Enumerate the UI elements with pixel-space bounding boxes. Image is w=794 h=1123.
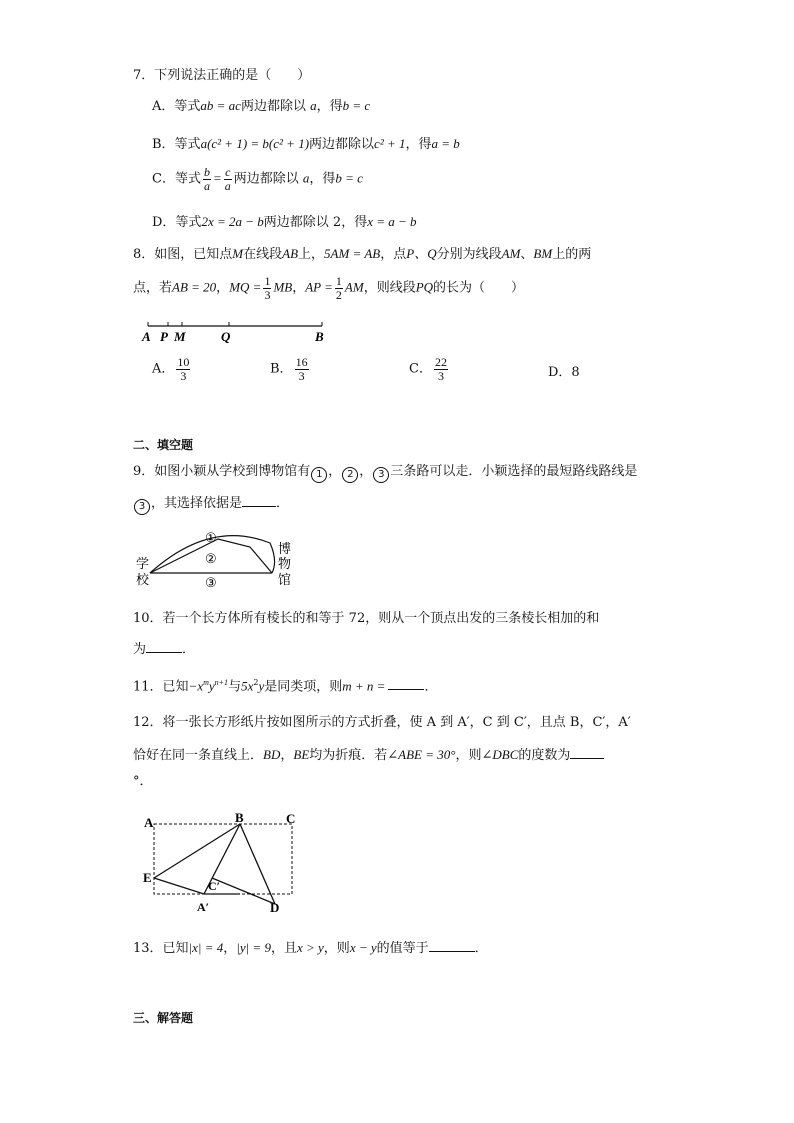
fraction: $\frac{b}{a}$ <box>203 165 210 193</box>
museum-label-1: 博 <box>278 541 292 556</box>
q8-option-b[interactable]: B． $\frac{16}{3}$ <box>270 355 308 383</box>
q12-stem-line2: 恰好在同一条直线上．BD，BE均为折痕．若∠ABE = 30°，则∠DBC的度数为 <box>133 748 604 762</box>
label-q: Q <box>221 329 231 344</box>
fig-label-a-prime: A′ <box>197 900 210 913</box>
fig-label-c: C <box>286 811 296 826</box>
fig-label-b: B <box>235 810 244 825</box>
answer-blank[interactable] <box>388 679 424 690</box>
q7-option-b[interactable]: B．等式a(c² + 1) = b(c² + 1)两边都除以c² + 1，得a = b <box>152 136 460 152</box>
q8-segment-figure <box>140 318 340 346</box>
q12-fold-figure <box>140 808 310 913</box>
answer-blank[interactable] <box>429 941 475 952</box>
label-b: B <box>315 329 324 344</box>
fig-label-d: D <box>270 900 280 913</box>
q7-option-a[interactable]: A．等式ab = ac两边都除以 a，得b = c <box>152 98 371 114</box>
answer-blank[interactable] <box>242 496 276 507</box>
q9-stem-line2: 3 ，其选择依据是 ． <box>133 496 289 515</box>
circled-number: 3 <box>134 499 150 515</box>
label-m: M <box>174 329 186 344</box>
q8-option-d[interactable]: D．8 <box>548 365 580 380</box>
q12-stem-line3: °． <box>133 774 153 789</box>
fraction: $\frac{c}{a}$ <box>224 165 231 193</box>
segment-e-a-prime <box>154 878 204 894</box>
route-3-label: ③ <box>205 575 217 589</box>
q7-option-c[interactable]: C．等式 $\frac{b}{a}$ = $\frac{c}{a}$ 两边都除以 a，得b = c <box>152 165 363 193</box>
fraction: $\frac{16}{3}$ <box>295 355 308 383</box>
q8-option-c[interactable]: C． $\frac{22}{3}$ <box>409 355 447 383</box>
q8-stem-line2: 点，若AB = 20，MQ = $\frac{1}{3}$ MB，AP = $\frac{1}{2}$ AM，则线段PQ的长为（ ） <box>133 274 525 302</box>
q9-stem-line1: 9．如图小颖从学校到博物馆有 1 ， 2 ， 3 三条路可以走．小颖选择的最短路线路线是 <box>133 465 637 483</box>
circled-number: 3 <box>373 467 389 483</box>
fig-label-a: A <box>144 815 154 830</box>
fraction: $\frac{1}{2}$ <box>335 274 342 302</box>
circled-number: 2 <box>342 467 358 483</box>
q11-stem: 11．已知$-x^my^{n+1}$与$5x^2y$是同类项，则m + n = ． <box>133 678 438 695</box>
q12-stem-line1: 12．将一张长方形纸片按如图所示的方式折叠，使 A 到 A′，C 到 C′，且点 B，C′，A′ <box>133 715 631 730</box>
q8-option-a[interactable]: A． $\frac{10}{3}$ <box>152 355 190 383</box>
section-fill-in-blank-heading: 二、填空题 <box>133 438 194 452</box>
route-1-label: ① <box>205 530 217 545</box>
q7-stem: 7．下列说法正确的是（ ） <box>133 68 311 83</box>
q13-stem: 13．已知|x| = 4，|y| = 9，且x > y，则x − y的值等于 ． <box>133 940 488 956</box>
answer-blank[interactable] <box>570 748 604 759</box>
q10-stem-line1: 10．若一个长方体所有棱长的和等于 72，则从一个顶点出发的三条棱长相加的和 <box>133 611 600 626</box>
school-label-2: 校 <box>136 572 150 587</box>
route-2-label: ② <box>205 551 217 566</box>
fig-label-e: E <box>143 870 152 885</box>
answer-blank[interactable] <box>146 642 182 653</box>
circled-number: 1 <box>311 467 327 483</box>
school-label-1: 学 <box>136 556 150 571</box>
section-solution-heading: 三、解答题 <box>133 1011 194 1025</box>
fold-be <box>154 824 240 878</box>
q10-stem-line2: 为 ． <box>133 642 196 657</box>
q8-stem-line1: 8．如图，已知点M在线段AB上，5AM = AB，点P、Q分别为线段AM、BM上的两 <box>133 246 592 262</box>
museum-label-3: 馆 <box>278 572 292 587</box>
label-a: A <box>142 329 151 344</box>
q9-route-figure <box>130 525 300 589</box>
fraction: $\frac{1}{3}$ <box>264 274 271 302</box>
museum-label-2: 物 <box>278 556 292 571</box>
fraction: $\frac{10}{3}$ <box>177 355 190 383</box>
fig-label-c-prime: C′ <box>208 879 221 893</box>
fraction: $\frac{22}{3}$ <box>434 355 447 383</box>
label-p: P <box>160 329 168 344</box>
q7-option-d[interactable]: D．等式2x = 2a − b两边都除以 2，得x = a − b <box>152 214 417 230</box>
